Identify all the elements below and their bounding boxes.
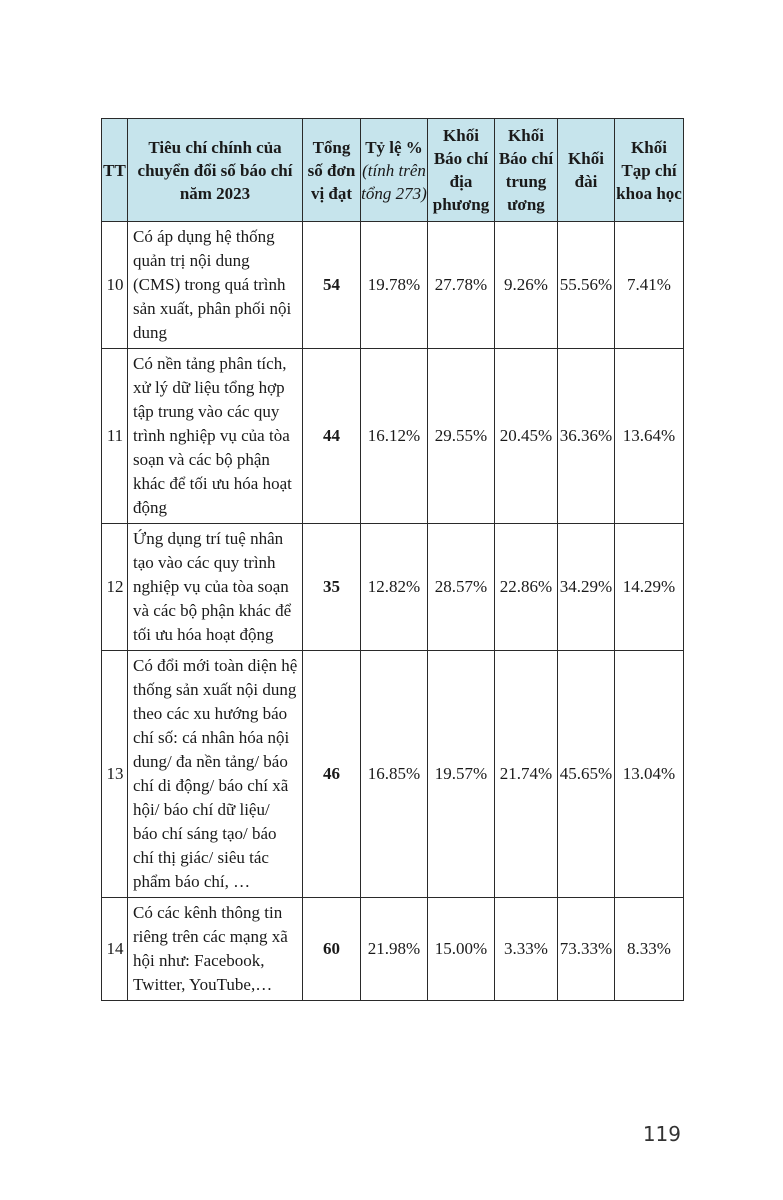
row-total: 54 — [303, 222, 361, 349]
row-criteria: Có nền tảng phân tích, xử lý dữ liệu tổng hợp tập trung vào các quy trình nghiệp vụ của tòa soạn và các bộ phận khác để tối ưu hóa hoạt động — [128, 349, 303, 524]
header-local: Khối Báo chí địa phương — [428, 119, 495, 222]
row-central: 22.86% — [495, 524, 558, 651]
row-central: 3.33% — [495, 898, 558, 1001]
header-ratio-note: (tính trên tổng 273) — [361, 160, 427, 203]
row-radio: 45.65% — [558, 651, 615, 898]
row-tt: 10 — [102, 222, 128, 349]
row-ratio: 16.12% — [361, 349, 428, 524]
row-total: 44 — [303, 349, 361, 524]
table-row — [102, 651, 684, 898]
header-tt: TT — [102, 119, 128, 222]
header-ratio-main: Tỷ lệ % — [365, 137, 423, 157]
row-local: 28.57% — [428, 524, 495, 651]
row-journal: 7.41% — [615, 222, 684, 349]
row-total: 46 — [303, 651, 361, 898]
row-journal: 13.64% — [615, 349, 684, 524]
row-local: 29.55% — [428, 349, 495, 524]
header-ratio — [361, 119, 428, 222]
row-radio: 34.29% — [558, 524, 615, 651]
row-journal: 13.04% — [615, 651, 684, 898]
criteria-table — [101, 118, 684, 1001]
header-journal: Khối Tạp chí khoa học — [615, 119, 684, 222]
row-local: 15.00% — [428, 898, 495, 1001]
row-total: 35 — [303, 524, 361, 651]
table-row — [102, 349, 684, 524]
row-criteria: Có áp dụng hệ thống quản trị nội dung (CMS) trong quá trình sản xuất, phân phối nội dung — [128, 222, 303, 349]
row-tt: 12 — [102, 524, 128, 651]
table-row — [102, 898, 684, 1001]
row-radio: 73.33% — [558, 898, 615, 1001]
row-tt: 11 — [102, 349, 128, 524]
row-criteria: Ứng dụng trí tuệ nhân tạo vào các quy trình nghiệp vụ của tòa soạn và các bộ phận khác để tối ưu hóa hoạt động — [128, 524, 303, 651]
row-local: 19.57% — [428, 651, 495, 898]
row-criteria: Có các kênh thông tin riêng trên các mạng xã hội như: Facebook, Twitter, YouTube,… — [128, 898, 303, 1001]
header-total: Tổng số đơn vị đạt — [303, 119, 361, 222]
header-criteria: Tiêu chí chính của chuyển đổi số báo chí năm 2023 — [128, 119, 303, 222]
row-ratio: 12.82% — [361, 524, 428, 651]
row-ratio: 16.85% — [361, 651, 428, 898]
page-number: 119 — [642, 1122, 681, 1146]
row-central: 20.45% — [495, 349, 558, 524]
row-journal: 8.33% — [615, 898, 684, 1001]
header-radio: Khối đài — [558, 119, 615, 222]
row-local: 27.78% — [428, 222, 495, 349]
row-central: 21.74% — [495, 651, 558, 898]
header-row — [102, 119, 684, 222]
row-ratio: 19.78% — [361, 222, 428, 349]
row-ratio: 21.98% — [361, 898, 428, 1001]
table-row — [102, 524, 684, 651]
row-criteria: Có đổi mới toàn diện hệ thống sản xuất nội dung theo các xu hướng báo chí số: cá nhân hóa nội dung/ đa nền tảng/ báo chí di động/ báo chí xã hội/ báo chí dữ liệu/ báo chí sáng tạo/ báo chí thị giác/ siêu tác phẩm báo chí, … — [128, 651, 303, 898]
table-row — [102, 222, 684, 349]
header-central: Khối Báo chí trung ương — [495, 119, 558, 222]
row-tt: 14 — [102, 898, 128, 1001]
row-tt: 13 — [102, 651, 128, 898]
row-journal: 14.29% — [615, 524, 684, 651]
row-radio: 36.36% — [558, 349, 615, 524]
row-radio: 55.56% — [558, 222, 615, 349]
row-central: 9.26% — [495, 222, 558, 349]
row-total: 60 — [303, 898, 361, 1001]
